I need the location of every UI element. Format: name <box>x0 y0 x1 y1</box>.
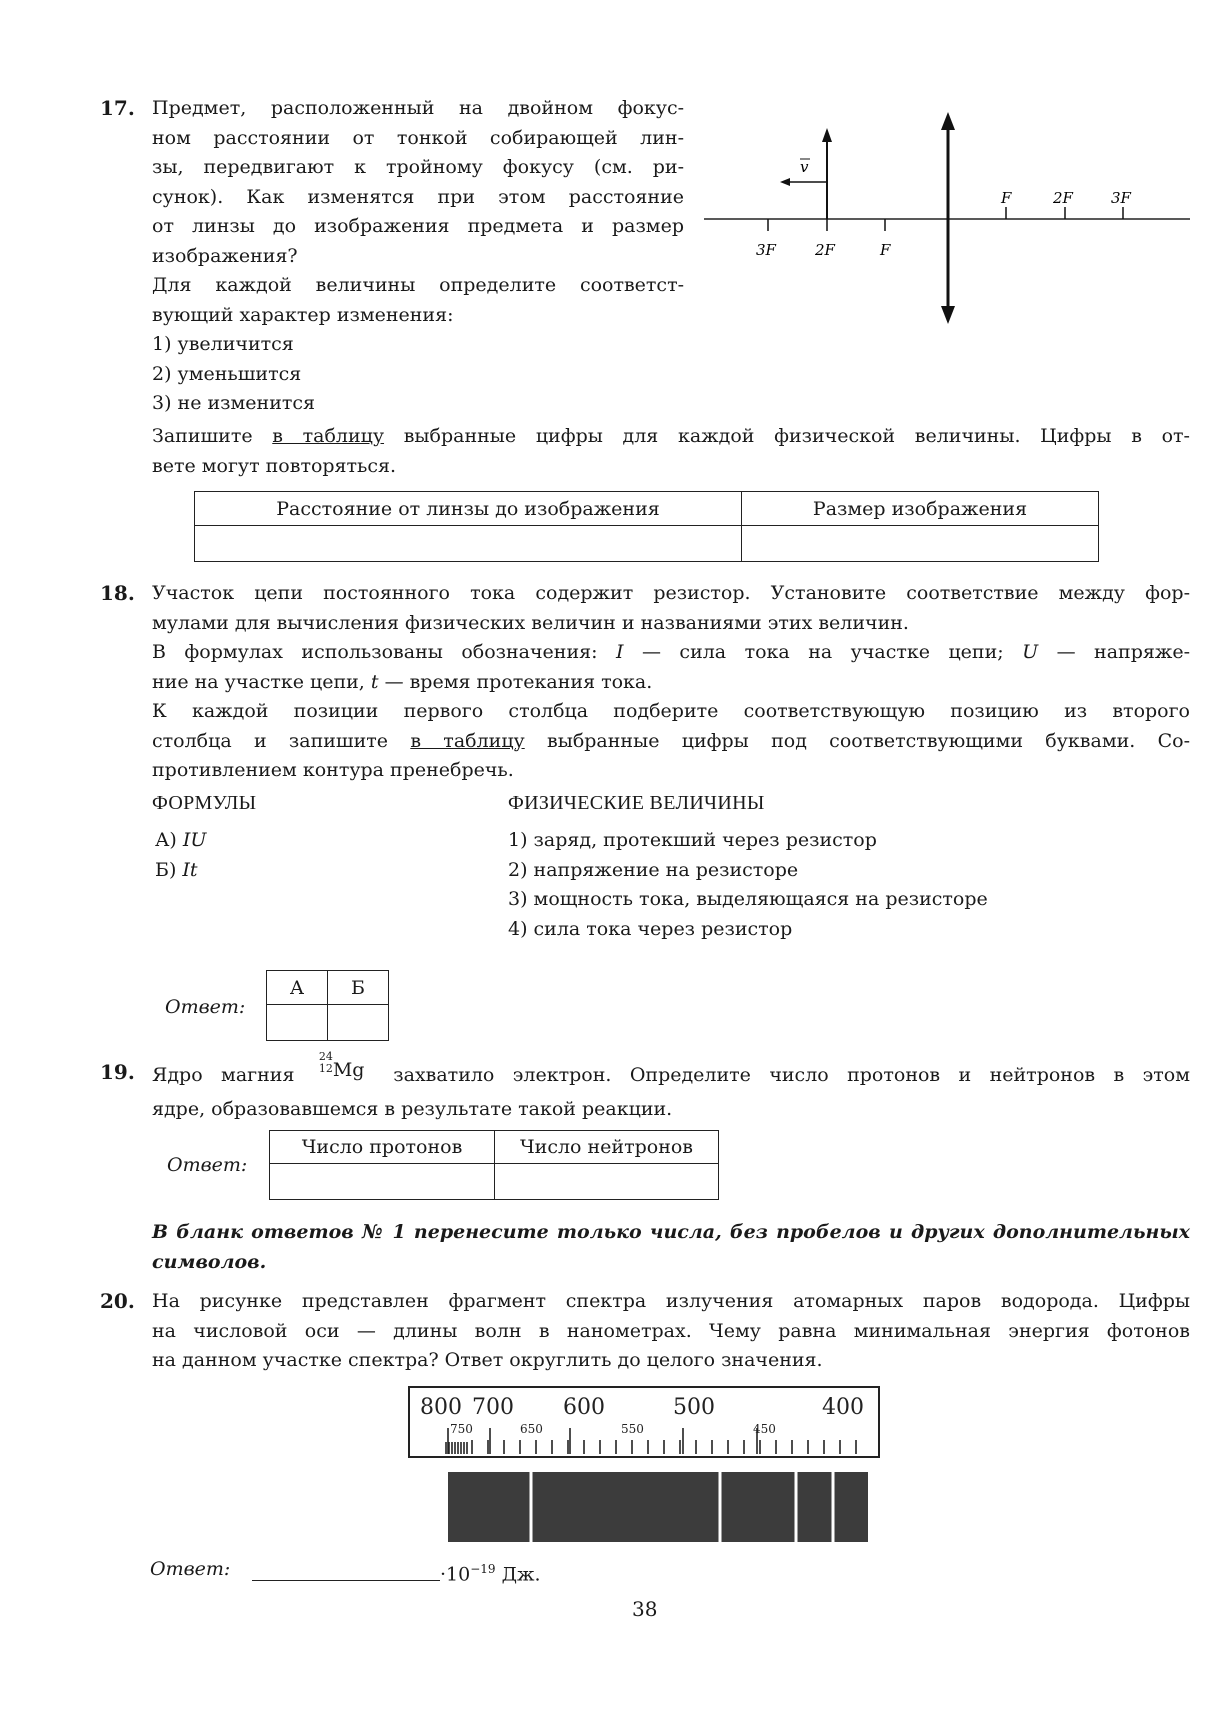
q18-instr-line2 <box>152 727 1190 757</box>
q18-answer-label: Ответ: <box>165 996 246 1018</box>
q19-note-line1: В бланк ответов № 1 перенесите только числа, без пробелов и других дополнительных <box>152 1221 1190 1243</box>
q17-instruction-line1 <box>152 422 1190 452</box>
object-arrowhead <box>822 128 832 142</box>
q19-line2: ядре, образовавшемся в результате такой реакции. <box>152 1098 673 1120</box>
q18-formula-a-expr: IU <box>182 829 207 851</box>
q19-answer-table <box>269 1130 719 1200</box>
q18-quantity: 2) напряжение на резисторе <box>508 858 799 881</box>
q19-answer-neutrons[interactable] <box>495 1164 719 1200</box>
page-number: 38 <box>632 1597 658 1621</box>
q18-table-link: в таблицу <box>410 729 525 752</box>
q18-instr2-pre: столбца и запишите <box>152 729 411 752</box>
q18-answer-a[interactable] <box>267 1005 328 1041</box>
q18-formula-b <box>155 856 206 886</box>
q18-col2-header: ФИЗИЧЕСКИЕ ВЕЛИЧИНЫ <box>508 792 765 814</box>
q18-notation-pre: В формулах использованы обозначения: <box>152 641 616 663</box>
q19-header-neutrons: Число нейтронов <box>495 1131 719 1164</box>
q17-instruction <box>152 422 1190 481</box>
major-label-400: 400 <box>822 1395 864 1420</box>
major-label-700: 700 <box>472 1395 514 1420</box>
q17-instruction-pre: Запишите <box>152 425 273 447</box>
q20-line: на данном участке спектра? Ответ округлить до целого значения. <box>152 1349 823 1371</box>
q18-col1-header: ФОРМУЛЫ <box>152 792 257 814</box>
lens-arrow-bottom <box>941 306 955 324</box>
q17-line: Для каждой величины определите соответст- <box>152 274 684 296</box>
q20-line: На рисунке представлен фрагмент спектра излучения атомарных паров водорода. Цифры <box>152 1290 1190 1312</box>
label-2f-left: 2F <box>815 241 835 259</box>
q18-formula-b-expr: It <box>182 858 198 881</box>
q17-line: вующий характер изменения: <box>152 303 454 326</box>
lens-diagram <box>700 100 1200 340</box>
q17-line: ном расстоянии от тонкой собирающей лин- <box>152 126 684 149</box>
major-label-600: 600 <box>563 1395 605 1420</box>
mg-atomic-number: 12 <box>318 1062 333 1075</box>
q18-line: мулами для вычисления физических величин и названиями этих величин. <box>152 611 909 634</box>
q18-instr-line3: противлением контура пренебречь. <box>152 759 514 781</box>
q18-symbol-i: I <box>615 641 624 663</box>
spectrum-figure <box>408 1386 886 1544</box>
q18-notation2-pre: ние на участке цепи, <box>152 670 371 693</box>
q20-number: 20. <box>100 1289 135 1313</box>
q17-line: зы, передвигают к тройному фокусу (см. ри- <box>152 156 684 178</box>
q18-instr2-post: выбранные цифры под соответствующими буквами. Со- <box>524 729 1190 752</box>
q18-formula-a-label: А) <box>155 829 177 851</box>
q18-quantity: 3) мощность тока, выделяющаяся на резисторе <box>508 888 988 910</box>
q19-number: 19. <box>100 1060 135 1084</box>
mg-mass-number: 24 <box>318 1050 333 1063</box>
q17-instruction-line2: вете могут повторяться. <box>152 454 397 477</box>
q18-symbol-u: U <box>1022 641 1039 663</box>
q18-notation-post: — напряже- <box>1038 641 1190 663</box>
q17-instruction-post: выбранные цифры для каждой физической величины. Цифры в от- <box>384 425 1190 447</box>
q18-formula-b-label: Б) <box>155 858 177 881</box>
q18-notation-line1 <box>152 638 1190 668</box>
q17-table-link: в таблицу <box>272 425 385 447</box>
q18-instr-line1: К каждой позиции первого столбца подберите соответствующую позицию из второго <box>152 700 1190 722</box>
q19-note <box>152 1218 1190 1277</box>
q20-line: на числовой оси — длины волн в нанометрах. Чему равна минимальная энергия фотонов <box>152 1319 1190 1342</box>
q17-line: изображения? <box>152 244 298 267</box>
q17-answer-size[interactable] <box>742 526 1099 562</box>
minor-label-550: 550 <box>621 1422 644 1436</box>
q20-text <box>152 1287 1190 1376</box>
q17-header-size: Размер изображения <box>742 492 1099 526</box>
velocity-arrowhead <box>780 178 790 186</box>
q20-answer-suffix: ·10 <box>440 1563 471 1586</box>
q18-symbol-t: t <box>370 670 379 693</box>
q20-answer-units <box>440 1555 541 1590</box>
q19-note-line2: символов. <box>152 1250 267 1273</box>
q18-quantities <box>508 826 988 944</box>
lens-arrow-top <box>941 112 955 130</box>
q17-option: 1) увеличится <box>152 333 294 355</box>
q18-quantity: 4) сила тока через резистор <box>508 917 793 940</box>
q20-answer-exponent: −19 <box>470 1562 496 1576</box>
major-label-500: 500 <box>673 1395 715 1420</box>
q17-number: 17. <box>100 96 135 120</box>
q19-answer-label: Ответ: <box>167 1154 248 1176</box>
q18-formula-a <box>155 826 206 856</box>
q17-header-distance: Расстояние от линзы до изображения <box>195 492 742 526</box>
q20-answer-unit: Дж. <box>495 1563 541 1586</box>
q17-text <box>152 94 684 419</box>
spectrum-band <box>448 1472 868 1542</box>
label-3f-right: 3F <box>1111 189 1131 207</box>
q18-number: 18. <box>100 581 135 605</box>
q19-header-protons: Число протонов <box>270 1131 495 1164</box>
q19-answer-protons[interactable] <box>270 1164 495 1200</box>
mg-symbol: Mg <box>332 1059 365 1081</box>
q18-formulas <box>155 826 206 885</box>
label-f-right: F <box>1001 189 1012 207</box>
q17-line: Предмет, расположенный на двойном фокус- <box>152 97 684 119</box>
q18-notation-mid: — сила тока на участке цепи; <box>623 641 1023 663</box>
q18-text <box>152 579 1190 786</box>
q19-line1-post: захватило электрон. Определите число протонов и нейтронов в этом <box>374 1064 1190 1086</box>
q17-line: от линзы до изображения предмета и размер <box>152 215 684 237</box>
minor-label-450: 450 <box>753 1422 776 1436</box>
label-3f-left: 3F <box>756 241 776 259</box>
q17-answer-table <box>194 491 1099 562</box>
mg-isotope <box>313 1050 375 1081</box>
q19-line1-pre: Ядро магния <box>152 1064 313 1086</box>
label-2f-right: 2F <box>1053 189 1073 207</box>
q18-col-a: А <box>267 971 328 1005</box>
q19-text <box>152 1050 1190 1126</box>
q19-line1 <box>152 1050 1190 1092</box>
velocity-label: v <box>800 158 809 176</box>
q20-answer-blank[interactable] <box>252 1580 440 1581</box>
q20-answer-label: Ответ: <box>150 1558 231 1580</box>
q18-quantity: 1) заряд, протекший через резистор <box>508 829 877 851</box>
q17-line: сунок). Как изменятся при этом расстояние <box>152 185 684 208</box>
q18-line: Участок цепи постоянного тока содержит резистор. Установите соответствие между фор- <box>152 582 1190 604</box>
q17-option: 3) не изменится <box>152 392 316 414</box>
q18-notation-line2 <box>152 668 1190 698</box>
major-label-800: 800 <box>420 1395 462 1420</box>
minor-label-750: 750 <box>450 1422 473 1436</box>
q17-answer-distance[interactable] <box>195 526 742 562</box>
q17-option: 2) уменьшится <box>152 362 302 385</box>
q18-answer-b[interactable] <box>328 1005 389 1041</box>
q18-notation2-post: — время протекания тока. <box>378 670 653 693</box>
minor-label-650: 650 <box>520 1422 543 1436</box>
q18-answer-table <box>266 970 389 1041</box>
label-f-left: F <box>880 241 891 259</box>
q18-col-b: Б <box>328 971 389 1005</box>
